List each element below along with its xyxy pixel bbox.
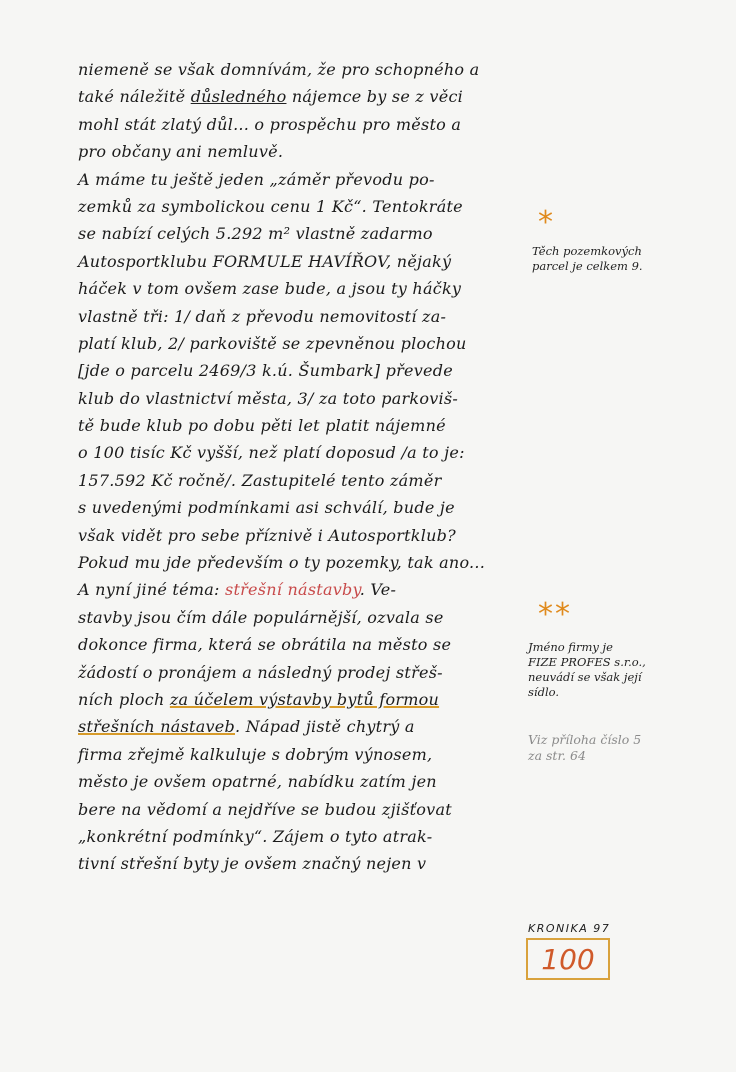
text-line: mohl stát zlatý důl... o prospěchu pro město a <box>78 114 462 134</box>
margin-note-line: sídlo. <box>528 685 559 699</box>
text-line: také náležitě důsledného nájemce by se z věci <box>78 87 464 107</box>
margin-note-line: za str. 64 <box>528 748 586 763</box>
text-line: 157.592 Kč ročně/. Zastupitelé tento záměr <box>78 470 442 490</box>
main-text <box>78 56 518 878</box>
text-line: firma zřejmě kalkuluje s dobrým výnosem, <box>78 744 433 764</box>
text-line: klub do vlastnictví města, 3/ za toto parkoviš- <box>78 388 458 408</box>
text-line: vlastně tři: 1/ daň z převodu nemovitostí za- <box>78 306 447 326</box>
text-line: niemeně se však domnívám, že pro schopného a <box>78 60 480 79</box>
highlight-red-phrase: střešní nástavby <box>225 580 360 600</box>
text-line: [jde o parcelu 2469/3 k.ú. Šumbark] převede <box>78 361 453 381</box>
text-line: žádostí o pronájem a následný prodej střeš- <box>78 662 443 682</box>
margin-note-line: Těch pozemkových <box>532 244 642 258</box>
highlight-underline: za účelem výstavby bytů formou <box>169 689 440 709</box>
text-line: háček v tom ovšem zase bude, a jsou ty háčky <box>78 279 462 299</box>
page-number: 100 <box>541 942 595 976</box>
text-line: Autosportklubu FORMULE HAVÍŘOV, nějaký <box>78 251 452 271</box>
margin-note-parcels <box>532 244 643 274</box>
text-line: město je ovšem opatrné, nabídku zatím jen <box>78 772 437 792</box>
text-line: A máme tu ještě jeden „záměr převodu po- <box>78 169 435 189</box>
text-line: tě bude klub po dobu pěti let platit nájemné <box>78 416 446 436</box>
margin-note-line: neuvádí se však její <box>528 670 642 684</box>
text-line: Pokud mu jde především o ty pozemky, tak ano... <box>78 553 486 573</box>
underlined-word: důsledného <box>190 87 287 107</box>
text-line: „konkrétní podmínky“. Zájem o tyto atrak- <box>78 826 433 846</box>
page-number-box <box>526 938 610 980</box>
asterisk-icon: * <box>538 205 553 240</box>
text-line: A nyní jiné téma: střešní nástavby. Ve- <box>78 580 397 600</box>
text-line: zemků za symbolickou cenu 1 Kč“. Tentokráte <box>78 196 463 216</box>
margin-note-line: FIZE PROFES s.r.o., <box>528 655 646 669</box>
margin-note-line: parcel je celkem 9. <box>532 259 643 273</box>
margin-note-line: Viz příloha číslo 5 <box>528 732 642 747</box>
highlight-underline: střešních nástaveb <box>78 717 236 737</box>
text-line: střešních nástaveb. Nápad jistě chytrý a <box>78 717 415 737</box>
text-line: s uvedenými podmínkami asi schválí, bude je <box>78 498 455 518</box>
margin-note-line: Jméno firmy je <box>528 640 613 654</box>
text-line: bere na vědomí a nejdříve se budou zjišťovat <box>78 799 452 819</box>
chronicle-label: KRONIKA 97 <box>528 922 611 935</box>
text-line: dokonce firma, která se obrátila na město se <box>78 635 452 655</box>
margin-note-firm <box>528 640 646 700</box>
text-line: pro občany ani nemluvě. <box>78 142 284 162</box>
text-line: ních ploch za účelem výstavby bytů formou <box>78 689 440 709</box>
text-line: tivní střešní byty je ovšem značný nejen v <box>78 854 427 874</box>
margin-note-attachment <box>528 732 641 764</box>
text-line: stavby jsou čím dále populárnější, ozvala se <box>78 607 444 627</box>
double-asterisk-icon: ** <box>538 597 572 632</box>
text-line: se nabízí celých 5.292 m² vlastně zadarmo <box>78 224 433 244</box>
text-line: o 100 tisíc Kč vyšší, než platí doposud /a to je: <box>78 443 465 463</box>
text-line: platí klub, 2/ parkoviště se zpevněnou plochou <box>78 333 467 353</box>
text-line: však vidět pro sebe příznivě i Autosportklub? <box>78 525 456 545</box>
